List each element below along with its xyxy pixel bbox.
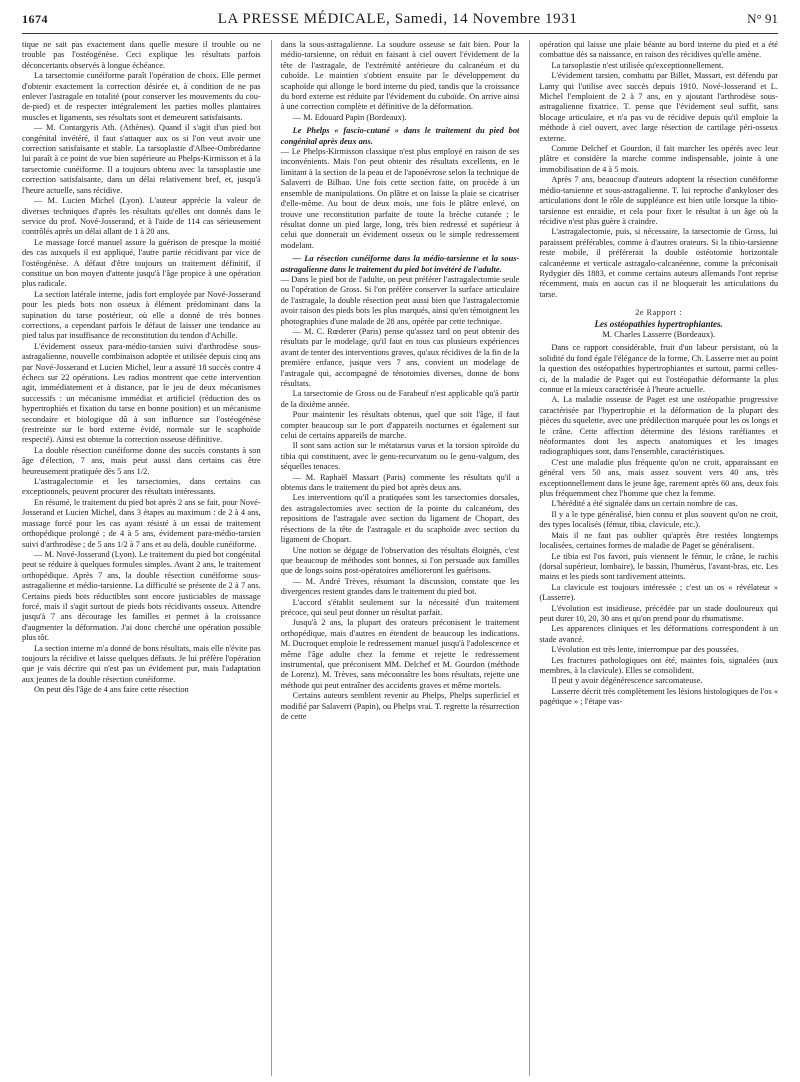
- paragraph: — M. Raphaël Massart (Paris) commente les résultats qu'il a obtenus dans le traitement du pied bot après deux ans.: [280, 472, 520, 493]
- paragraph: Certains auteurs semblent revenir au Phelps, Phelps superficiel et modifié par Salaverri (Papin), ou Phelps vrai. T. regrette la résurrection de cette: [280, 691, 520, 721]
- paragraph: L'évolution est insidieuse, précédée par un stade douloureux qui peut durer 10, 20, 30 ans et qu'on prend pour du rhumatisme.: [539, 603, 779, 623]
- paragraph: dans la sous-astragalienne. La soudure osseuse se fait bien. Pour la médio-tarsienne, on réduit en faisant à ciel ouvert l'évidement de la tête de l'astragale, de l'extrémité antérieure du calcanéum et du cuboïde. Le maintien s'obtient ensuite par le développement du scaphoïde qui allonge le bord interne du pied, tandis que la croissance du bord externe est réduite par l'évidement du cuboïde. On arrive ainsi à une correction complète et définitive de la déformation.: [280, 40, 520, 112]
- paragraph: Dans ce rapport considérable, fruit d'un labeur persistant, où la solidité du fond égale l'élégance de la forme, Ch. Lasserre met au point la question des ostéopathies hypertrophiantes et surtout, parmi celles-ci, de la maladie de Paget qui est l'ostéopathie déformante la plus connue et la mieux caractérisée à l'heure actuelle.: [539, 343, 779, 394]
- paragraph: La tarsoplastie n'est utilisée qu'exceptionnellement.: [551, 60, 724, 70]
- paragraph: Comme Delchef et Gourdon, il fait marcher les opérés avec leur plâtre et considère la marche comme indispensable, jointe à une immobilisation de 4 à 5 mois.: [539, 144, 779, 174]
- paragraph: — Dans le pied bot de l'adulte, on peut préférer l'astragalectomie seule ou l'opération de Gross. Si l'on préfère conserver la surface articulaire de l'astragale, la double résection peut aussi bien que l'astragalectomie avoir raison des pieds bots les plus marqués, ainsi qu'en témoignent les photographies d'une malade de 28 ans, opérée par cette technique.: [280, 274, 520, 326]
- paragraph: — M. Lucien Michel (Lyon). L'auteur apprécie la valeur de diverses techniques d'après les résultats qu'elles ont donnés dans le service du prof. Nové-Josserand, et à l'aide de 114 cas sérieusement contrôlés après un délai allant de 1 à 20 ans.: [22, 196, 261, 237]
- paragraph: La clavicule est toujours intéressée ; c'est un os « révélateur » (Lasserre).: [539, 582, 779, 603]
- paragraph: Lasserre décrit très complètement les lésions histologiques de l'os « pagétique » ; l'étape vas-: [539, 686, 779, 707]
- paragraph: — Le Phelps-Kirmisson classique n'est plus employé en raison de ses inconvénients. Mais l'on peut obtenir des résultats excellents, en le limitant à la section de la peau et de l'aponévrose selon la technique de Salaverri de Bilbao. Une fois cette section faite, on procède à un ensemble de manipulations. On plâtre et on laisse la plaie se cicatriser d'elle-même. Au bout de deux mois, une fois le plâtre enlevé, on trouve une reconstitution parfaite de toute la brèche cutanée ; le résultat donne un pied large, long, très bien redressé et supérieur à celui que donnerait un évidement osseux ou le simple redressement modelant.: [280, 147, 520, 250]
- paragraph: La section latérale interne, jadis fort employée par Nové-Josserand pour les pieds bots non osseux à élément prédominant dans la supination du tarse postérieur, où elle a donné de très bonnes corrections, a cependant parfois le défaut de laisser une tendance au pied talus par insuffisance de reconstitution du tendon d'Achille.: [22, 289, 261, 341]
- column-3: [529, 40, 778, 1076]
- paragraph: L'évidement osseux para-médio-tarsien suivi d'arthrodèse sous-astragalienne, nouvelle combinaison adoptée et utilisée depuis cinq ans par Nové-Josserand et Lucien Michel, leur a assuré 18 succès contre 4 échecs sur 22 opérations. Les radios montrent que cette intervention agit, immédiatement et à distance, par le jeu de deux mécanismes successifs : un mécanisme immédiat et artificiel (réduction des os hypertrophiés et fixation du tarse en bonne position) et un mécanisme secondaire et biologique dû à son influence sur l'ostéogénèse (restreinte sur le bord externe évidé, normale sur le scaphoïde respecté). Ainsi est obtenue la correction osseuse définitive.: [22, 341, 261, 445]
- paragraph: — M. Edouard Papin (Bordeaux).: [292, 112, 407, 122]
- column-1: [22, 40, 261, 1076]
- paragraph: On peut dès l'âge de 4 ans faire cette résection: [34, 685, 189, 695]
- paragraph: L'évolution est très lente, interrompue par des poussées.: [551, 645, 739, 655]
- paragraph: Il sont sans action sur le métatarsus varus et la torsion spiroïde du tibia qui constituent, avec le genu-recurvatum ou le genu-valgum, des séquelles tenaces.: [280, 441, 520, 472]
- paragraph: C'est une maladie plus fréquente qu'on ne croit, apparaissant en général vers 50 ans, mais assez souvent vers 40 ans, très exceptionnellement dans le jeune âge, rarement après 60 ans, deux fois plus fréquemment chez l'homme que chez la femme.: [539, 457, 779, 499]
- paragraph: Il y a le type généralisé, bien connu et plus souvent qu'on ne croit, des types localisés (fémur, tibia, clavicule, etc.).: [539, 509, 779, 530]
- paragraph: Le massage forcé manuel assure la guérison de presque la moitié des cas auxquels il est appliqué, l'autre partie récidivant par vice de l'ostéogénèse. A défaut d'être toujours un traitement définitif, il constitue un bon moyen d'attente jusqu'à l'âge propice à une opération plus radicale.: [22, 237, 261, 289]
- issue-number: N° 91: [747, 11, 778, 26]
- header-rule: [22, 33, 778, 34]
- journal-title: LA PRESSE MÉDICALE, Samedi, 14 Novembre 1931: [217, 10, 578, 27]
- paragraph: Une notion se dégage de l'observation des résultats éloignés, c'est que beaucoup de méthodes sont bonnes, si l'on persuade aux familles que de longs soins post-opératoires amélioreront les guérisons.: [280, 545, 520, 576]
- paragraph: A. La maladie osseuse de Paget est une ostéopathie progressive caractérisée par l'hypertrophie et la déformation de la plupart des pièces du squelette, avec une prédilection marquée pour les os longs et le crâne. Cette affection détermine des lésions raréfiantes et néoformantes dont les aspects anatomiques et les images radiographiques sont, dans l'ensemble, caractéristiques.: [539, 395, 779, 457]
- paragraph: — M. Contargyris Ath. (Athènes). Quand il s'agit d'un pied bot congénital invétéré, il faut s'attaquer aux os si l'on veut avoir une correction satisfaisante et stable. La tarsoplastie d'Albee-Ombrédanne lui paraît à ce point de vue bien supérieure au Phelps-Kirmisson et à la tarsectomie cunéiforme. Il a toujours obtenu avec la tarsoplastie une correction satisfaisante, dans un délai relativement bref, et, jusqu'à l'heure actuelle, sans récidive.: [22, 123, 261, 195]
- section-title-phelps: Le Phelps « fascio-cutané » dans le traitement du pied bot congénital après deux ans.: [280, 126, 520, 146]
- paragraph: La tarsectomie de Gross ou de Farabeuf n'est applicable qu'à partir de la dixième année.: [280, 389, 520, 409]
- paragraph: Les fractures pathologiques ont été, maintes fois, signalées (aux membres, à la clavicule). Elles se consolident.: [539, 655, 779, 675]
- page-number: 1674: [22, 11, 48, 26]
- paragraph: La tarsectomie cunéiforme paraît l'opération de choix. Elle permet d'obtenir exactement la correction désirée et, à condition de ne pas enlever l'astragale en totalité (pour conserver les mouvements du cou-de-pied) et de respecter intégralement les parties molles plantaires muscles et ligaments, ses résultats sont et demeurent satisfaisants.: [22, 71, 261, 122]
- paragraph: La section interne m'a donné de bons résultats, mais elle n'évite pas toujours la récidive et laisse quelques défauts. Je lui préfère l'opération que je vais décrire qui n'est pas un évidement pur, mais l'adaptation aux jeunes de la double résection cunéiforme.: [22, 643, 261, 684]
- paragraph: Les interventions qu'il a pratiquées sont les tarsectomies dorsales, des astragalectomies avec section de la pointe du calcanéum, des repositions de l'astragale avec section du ligament de Chopart, des résections de la tête de l'astragale et du scaphoïde avec section du ligament de Chopart.: [280, 493, 520, 545]
- report-title: Les ostéopathies hypertrophiantes.: [594, 318, 723, 329]
- paragraph: L'astragalectomie, puis, si nécessaire, la tarsectomie de Gross, lui paraissent préférables, comme à d'autres orateurs. Si la tibio-tarsienne reste mobile, il préférerait la double ostéotomie horizontale calcanéenne et verticale astragalo-calcanéenne, comme la préconisait Rydygier dès 1883, et comme certains auteurs allemands l'ont reprise récemment, mais en aucun cas il ne bloquerait les articulations du tarse.: [539, 227, 779, 299]
- paragraph: — M. C. Rœderer (Paris) pense qu'assez tard on peut obtenir des résultats par le modelage, qu'il faut en tous cas plusieurs expériences avant de tenter des interventions graves, qu'aux récidives de la fin de la première enfance, jusque vers 7 ans, convient un modelage de l'astragale qui, accompagné de ténotomies diverses, donne de bons résultats.: [280, 326, 520, 388]
- paragraph: Jusqu'à 2 ans, la plupart des orateurs préconisent le traitement orthopédique, mais d'autres en étendent de beaucoup les indications. M. Ducroquet emploie le redressement manuel jusqu'à l'adolescence et même l'âge adulte chez la femme et rejette le redressement instrumental, que préconisent MM. Delchef et M. Gourdon (méthode de Lorenz). M. Trèves, sans méconnaître les bons résultats, rejette une méthode qui peut entraîner des accidents graves et même mortels.: [280, 618, 520, 690]
- column-2: [271, 40, 520, 1076]
- paragraph: Il peut y avoir dégénérescence sarcomateuse.: [551, 676, 703, 686]
- paragraph: En résumé, le traitement du pied bot après 2 ans se fait, pour Nové-Josserand et Lucien Michel, dans 3 étapes au maximum : de 2 à 4 ans, massage forcé pour les cas ayant résisté à un essai de traitement orthopédique prolongé ; de 4 à 5 ans, évidement para-médio-tarsien suivi d'arthrodèse ; de 5 ans 1/2 à 7 ans et au delà, double cunéiforme.: [22, 497, 261, 549]
- paragraph: tique ne sait pas exactement dans quelle mesure il trouble ou ne trouble pas l'ostéogénèse. Ceci explique les résultats parfois déconcertants observés à longue échéance.: [22, 40, 261, 70]
- paragraph: opération qui laisse une plaie béante au bord interne du pied et a été combattue dès sa naissance, en raison des récidives qu'elle amène.: [539, 40, 779, 60]
- paragraph: L'hérédité a été signalée dans un certain nombre de cas.: [551, 499, 738, 509]
- paragraph: L'évidement tarsien, combattu par Billet, Massart, est défendu par Lamy qui l'utilise avec succès depuis 1910. Nové-Josserand et L. Michel l'emploient de 2 à 7 ans, en y ajoutant l'arthrodèse sous-astragalienne fixatrice. T. pense que l'évidement seul suffit, sans blocage articulaire, et n'a pas vu de récidive depuis qu'il emploie la méthode à ciel ouvert, avec large résection de cartilage péri-osseux externe.: [539, 71, 779, 143]
- paragraph: L'accord s'établit seulement sur la nécessité d'un traitement précoce, qui seul peut donner un résultat parfait.: [280, 597, 520, 617]
- paragraph: — M. Nové-Josserand (Lyon). Le traitement du pied bot congénital peut se réduire à quelques formules simples. Avant 2 ans, le traitement orthopédique. Après 7 ans, la double résection cunéiforme sous-astragalienne et médio-tarsienne. La difficulté se présente de 2 à 7 ans. Certains pieds bots réductibles sont encore justiciables de massage forcé, mais il s'agit surtout de pieds bots récidivants osseux. Attendre jusqu'à 7 ans décourage les familles et permet à la croissance d'augmenter la déformation. J'ai donc cherché une opération possible plus tôt.: [22, 549, 261, 643]
- page-header: [22, 8, 778, 30]
- paragraph: — M. André Trèves, résumant la discussion, constate que les divergences restent grandes dans le traitement du pied bot.: [280, 576, 520, 597]
- paragraph: La double résection cunéiforme donne des succès constants à son âge d'élection, 7 ans, mais peut aussi dans certains cas être heureusement pratiquée dès 5 ans 1/2.: [22, 445, 261, 476]
- paragraph: Pour maintenir les résultats obtenus, quel que soit l'âge, il faut compter beaucoup sur le port d'appareils nocturnes et également sur celui de certains appareils de marche.: [280, 410, 520, 441]
- report-author: M. Charles Lasserre (Bordeaux).: [602, 328, 716, 339]
- report-label: 2e Rapport :: [635, 308, 683, 318]
- paragraph: Le tibia est l'os favori, puis viennent le fémur, le crâne, le rachis (dorsal supérieur, lombaire), le bassin, l'humérus, l'avant-bras, etc. Les mains et les pieds sont tardivement atteints.: [539, 551, 779, 582]
- paragraph: Après 7 ans, beaucoup d'auteurs adoptent la résection cunéiforme médio-tarsienne et sous-astragalienne. T. lui reproche d'ankyloser des articulations dont le rôle de suppléance est bien utile lorsque la tibio-tarsienne est enraidie, et cela pour fixer le résultat à un âge où la récidive n'est plus guère à craindre.: [539, 175, 779, 226]
- paragraph: Mais il ne faut pas oublier qu'après être restées longtemps localisées, certaines formes de maladie de Paget se généralisent.: [539, 530, 779, 551]
- section-title-resection: — La résection cunéiforme dans la médio-tarsienne et la sous-astragalienne dans le traitement du pied bot invétéré de l'adulte.: [280, 254, 520, 274]
- article-columns: [22, 40, 778, 1076]
- paragraph: L'astragalectomie et les tarsectomies, dans certains cas exceptionnels, peuvent procurer des résultats intéressants.: [22, 477, 261, 497]
- paragraph: Les apparences cliniques et les déformations correspondent à un stade avancé.: [539, 624, 779, 644]
